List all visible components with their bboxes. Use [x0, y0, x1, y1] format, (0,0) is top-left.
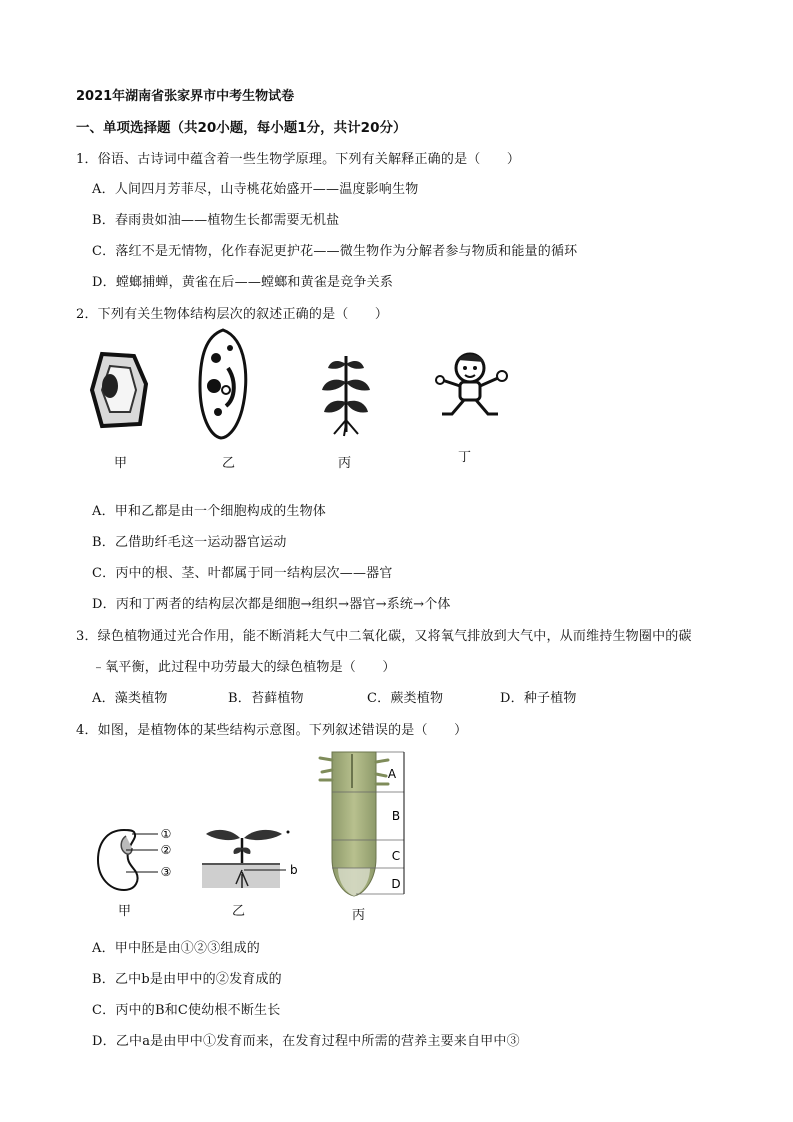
- q4-seed-mark-3: ③: [160, 865, 172, 879]
- q4-label-bing: 丙: [352, 908, 366, 923]
- q3-option-b: B．苔藓植物: [228, 691, 304, 706]
- q4-figure-seedling: [200, 824, 296, 890]
- q2-option-d: D．丙和丁两者的结构层次都是细胞→组织→器官→系统→个体: [92, 597, 451, 612]
- q2-label-ding: 丁: [458, 450, 472, 465]
- q4-zone-c: C: [391, 849, 401, 863]
- q4-stem: 4．如图，是植物体的某些结构示意图。下列叙述错误的是（ ）: [76, 723, 468, 738]
- q2-label-bing: 丙: [338, 456, 352, 471]
- q1-option-b: B．春雨贵如油——植物生长都需要无机盐: [92, 213, 340, 228]
- q1-option-a: A．人间四月芳菲尽，山寺桃花始盛开——温度影响生物: [92, 182, 419, 197]
- q2-option-c: C．丙中的根、茎、叶都属于同一结构层次——器官: [92, 566, 393, 581]
- q4-zone-a: A: [387, 767, 397, 781]
- q2-label-jia: 甲: [114, 456, 128, 471]
- q4-option-d: D．乙中a是由甲中①发育而来，在发育过程中所需的营养主要来自甲中③: [92, 1034, 520, 1049]
- q2-figure-child: [428, 350, 512, 422]
- q2-figure-paramecium: [196, 328, 250, 440]
- q2-label-yi: 乙: [222, 456, 236, 471]
- q3-stem: 3．绿色植物通过光合作用，能不断消耗大气中二氧化碳，又将氧气排放到大气中，从而维持生物圈中的碳: [76, 629, 692, 644]
- q3-option-a: A．藻类植物: [92, 691, 168, 706]
- q4-label-jia: 甲: [118, 904, 132, 919]
- q4-label-yi: 乙: [232, 904, 246, 919]
- q1-option-d: D．螳螂捕蝉，黄雀在后——螳螂和黄雀是竞争关系: [92, 275, 394, 290]
- q4-zone-d: D: [391, 877, 401, 891]
- q2-option-a: A．甲和乙都是由一个细胞构成的生物体: [92, 504, 326, 519]
- q4-option-c: C．丙中的B和C使幼根不断生长: [92, 1003, 281, 1018]
- exam-title: 2021年湖南省张家界市中考生物试卷: [76, 89, 295, 104]
- q3-stem-continued: ﹣氧平衡，此过程中功劳最大的绿色植物是（ ）: [92, 660, 396, 675]
- q2-figure-plant-cell: [90, 350, 150, 430]
- q2-figure-plant: [318, 352, 374, 436]
- q2-option-b: B．乙借助纤毛这一运动器官运动: [92, 535, 287, 550]
- q4-seed-mark-2: ②: [160, 843, 172, 857]
- q1-option-c: C．落红不是无情物，化作春泥更护花——微生物作为分解者参与物质和能量的循环: [92, 244, 578, 259]
- q1-stem: 1．俗语、古诗词中蕴含着一些生物学原理。下列有关解释正确的是（ ）: [76, 152, 521, 167]
- q4-option-b: B．乙中b是由甲中的②发育成的: [92, 972, 282, 987]
- q2-stem: 2．下列有关生物体结构层次的叙述正确的是（ ）: [76, 307, 389, 322]
- q4-zone-b: B: [391, 809, 401, 823]
- section-heading: 一、单项选择题（共20小题，每小题1分，共计20分）: [76, 120, 407, 136]
- q4-figure-seed: [96, 826, 176, 894]
- q3-option-d: D．种子植物: [500, 691, 577, 706]
- q4-seedling-mark-b: b: [290, 863, 298, 877]
- q4-figure-root-tip: [316, 748, 408, 900]
- q4-seed-mark-1: ①: [160, 827, 172, 841]
- q4-option-a: A．甲中胚是由①②③组成的: [92, 941, 260, 956]
- q3-option-c: C．蕨类植物: [367, 691, 444, 706]
